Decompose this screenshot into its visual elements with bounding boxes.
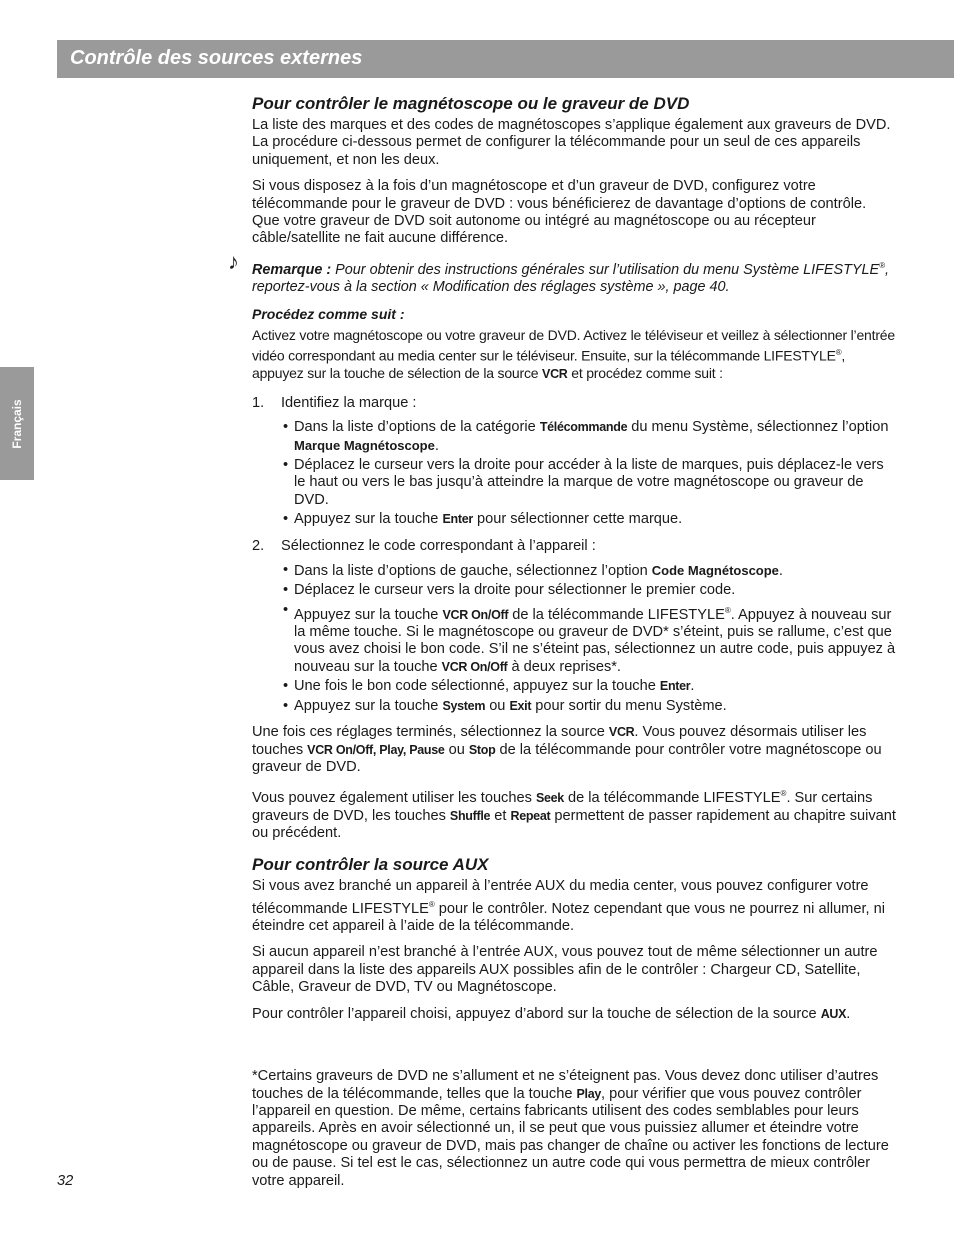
main-content <box>228 94 897 1190</box>
section-heading-vcr-dvd: Pour contrôler le magnétoscope ou le graveur de DVD <box>252 94 690 113</box>
page-number: 32 <box>57 1173 74 1189</box>
note-block: ♪ Remarque : Pour obtenir des instructions générales sur l’utilisation du menu Système LIFESTYLE®, reportez-vous à la section « Modification des réglages système », page 40. <box>228 248 889 296</box>
list-item: • Déplacez le curseur vers la droite pour accéder à la liste de marques, puis déplacez-le vers le haut ou vers le bas jusqu’à atteindre la marque de votre magnétoscope ou graveur de DVD. <box>294 457 897 509</box>
page-title: Contrôle des sources externes <box>70 47 363 69</box>
paragraph-aux-1: Si vous avez branché un appareil à l’entrée AUX du media center, vous pouvez configurer votre télécommande LIFESTYLE® pour le contrôler. Notez cependant que vous ne pourrez ni allumer, ni éteindre cet appareil à l’aide de la télécommande. <box>252 878 885 935</box>
language-tab-label: Français <box>10 398 24 449</box>
page-header-bar <box>57 40 954 78</box>
list-item: • Une fois le bon code sélectionné, appuyez sur la touche Enter. <box>294 678 897 695</box>
list-item: • Appuyez sur la touche Enter pour sélectionner cette marque. <box>294 511 897 528</box>
procedure-label: Procédez comme suit : <box>252 306 405 323</box>
paragraph-after-setup: Une fois ces réglages terminés, sélectionnez la source VCR. Vous pouvez désormais utiliser les touches VCR On/Off, Play, Pause ou Stop de la télécommande pour contrôler votre magnétoscope ou graveur de DVD. <box>252 724 882 775</box>
step-number: 1. <box>252 394 265 411</box>
step-2-list <box>252 562 897 715</box>
step-1 <box>252 395 897 412</box>
list-item: • Appuyez sur la touche VCR On/Off de la télécommande LIFESTYLE®. Appuyez à nouveau sur la même touche. Si le magnétoscope ou graveur de DVD* s’éteint, puis se rallume, c’est que vous avez choisi le bon code. S’il ne s’éteint pas, sélectionnez un autre code, puis appuyez à nouveau sur la touche VCR On/Off à deux reprises*. <box>294 602 897 676</box>
paragraph-aux-2: Si aucun appareil n’est branché à l’entrée AUX, vous pouvez tout de même sélectionner un autre appareil dans la liste des appareils AUX possibles afin de le contrôler : Chargeur CD, Satellite, Câble, Graveur de DVD, TV ou Magnétoscope. <box>252 944 878 996</box>
paragraph-intro-2: Si vous disposez à la fois d’un magnétoscope et d’un graveur de DVD, configurez votre télécommande pour le graveur de DVD : vous bénéficierez de davantage d’options de contrôle. Que votre graveur de DVD soit autonome ou intégré au magnétoscope ou au récepteur câble/satellite ne fait aucune différence. <box>252 178 867 247</box>
footnote: *Certains graveurs de DVD ne s’allument et ne s’éteignent pas. Vous devez donc utiliser d’autres touches de la télécommande, telles que la touche Play, pour vérifier que vous pouvez contrôler l’appareil en question. De même, certains fabricants utilisent des codes semblables pour leurs appareils. Après en avoir sélectionné un, il se peut que vous puissiez allumer et éteindre votre magnétoscope ou graveur de DVD, mais pas changer de chaîne ou activer les fonctions de lecture ou de pause. Si tel est le cas, sélectionnez un autre code qui vous permettra de mieux contrôler votre appareil. <box>252 1068 889 1189</box>
paragraph-seek-keys: Vous pouvez également utiliser les touches Seek de la télécommande LIFESTYLE®. Sur certains graveurs de DVD, les touches Shuffle et Repeat permettent de passer rapidement au chapitre suivant ou précédent. <box>252 789 896 841</box>
list-item: • Déplacez le curseur vers la droite pour sélectionner le premier code. <box>294 582 897 599</box>
step-1-text: Identifiez la marque : <box>281 394 417 411</box>
section-heading-aux: Pour contrôler la source AUX <box>252 855 489 875</box>
list-item: • Dans la liste d’options de la catégorie Télécommande du menu Système, sélectionnez l’option Marque Magnétoscope. <box>294 419 897 455</box>
procedure-text: Activez votre magnétoscope ou votre graveur de DVD. Activez le téléviseur et veillez à sélectionner l’entrée vidéo correspondant au media center sur le téléviseur. Ensuite, sur la télécommande LIFESTYLE®, appuyez sur la touche de sélection de la source VCR et procédez comme suit : <box>252 326 895 382</box>
step-2 <box>252 538 897 555</box>
paragraph-aux-3: Pour contrôler l’appareil choisi, appuyez d’abord sur la touche de sélection de la source AUX. <box>252 1005 851 1022</box>
step-number: 2. <box>252 537 265 554</box>
music-note-icon: ♪ <box>228 248 239 274</box>
list-item: • Dans la liste d’options de gauche, sélectionnez l’option Code Magnétoscope. <box>294 562 897 580</box>
step-2-text: Sélectionnez le code correspondant à l’appareil : <box>281 537 596 554</box>
list-item: • Appuyez sur la touche System ou Exit pour sortir du menu Système. <box>294 698 897 715</box>
step-1-list <box>252 419 897 528</box>
language-side-tab <box>0 367 34 480</box>
note-label: Remarque : <box>252 261 332 278</box>
paragraph-intro-1: La liste des marques et des codes de magnétoscopes s’applique également aux graveurs de DVD. La procédure ci-dessous permet de configurer la télécommande pour un seul de ces appareils uniquement, et non les deux. <box>252 117 891 168</box>
